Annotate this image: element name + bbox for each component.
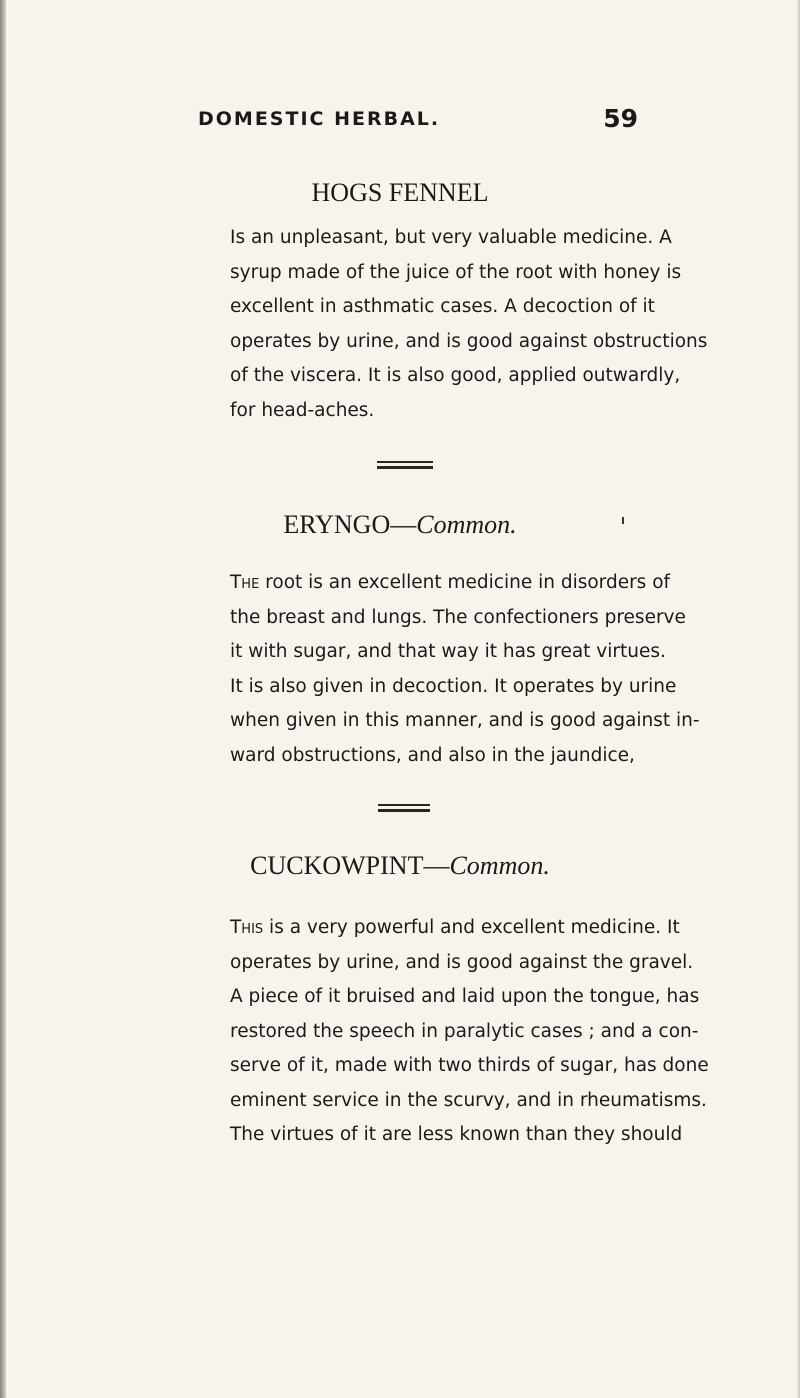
body-line: operates by urine, and is good against the gravel.	[230, 951, 694, 973]
body-line: syrup made of the juice of the root with honey is	[230, 261, 682, 283]
body-line: A piece of it bruised and laid upon the tongue, has	[230, 986, 700, 1007]
heading-text: ERYNGO—	[283, 510, 417, 539]
entry-body-eryngo	[230, 566, 700, 773]
body-line	[230, 911, 680, 946]
body-line: it with sugar, and that way it has great virtues.	[230, 641, 666, 662]
entry-body-cuckowpint	[230, 911, 709, 1153]
body-line: The virtues of it are less known than they should	[230, 1124, 683, 1145]
entry-body-hogs-fennel	[230, 221, 708, 428]
body-line: operates by urine, and is good against obstructions	[230, 330, 708, 352]
body-line: the breast and lungs. The confectioners preserve	[230, 606, 686, 628]
body-line: when given in this manner, and is good against in-	[230, 710, 700, 731]
section-divider-rule	[378, 809, 430, 812]
entry-heading-hogs-fennel	[0, 178, 800, 208]
section-divider-rule	[377, 466, 433, 469]
body-line: serve of it, made with two thirds of sugar, has done	[230, 1055, 709, 1076]
body-line	[230, 566, 671, 601]
body-line-rest: root is an excellent medicine in disorders of	[259, 572, 671, 593]
body-line: It is also given in decoction. It operates by urine	[230, 675, 677, 697]
print-speck	[622, 517, 624, 524]
body-line: restored the speech in paralytic cases ; and a con-	[230, 1020, 699, 1042]
heading-suffix: Common.	[416, 510, 517, 539]
body-line: of the viscera. It is also good, applied outwardly,	[230, 365, 681, 386]
lead-word: This	[230, 917, 264, 938]
heading-suffix: Common.	[449, 851, 550, 880]
body-line: eminent service in the scurvy, and in rheumatisms.	[230, 1089, 707, 1111]
running-head	[198, 104, 638, 136]
body-line: ward obstructions, and also in the jaundice,	[230, 744, 635, 766]
page-edge-right	[796, 0, 800, 1398]
entry-heading-cuckowpint	[0, 851, 800, 881]
body-line-rest: is a very powerful and excellent medicine. It	[263, 917, 680, 938]
body-line: excellent in asthmatic cases. A decoction of it	[230, 296, 655, 317]
page-number: 59	[603, 104, 638, 133]
entry-heading-eryngo	[0, 510, 800, 540]
lead-word: The	[230, 572, 260, 593]
running-title: DOMESTIC HERBAL.	[198, 108, 441, 130]
heading-text: HOGS FENNEL	[311, 178, 489, 207]
heading-text: CUCKOWPINT—	[250, 851, 450, 880]
page-edge-left	[0, 0, 6, 1398]
section-divider-rule	[378, 804, 430, 806]
section-divider-rule	[377, 461, 433, 463]
body-line: for head-aches.	[230, 399, 375, 421]
body-line: Is an unpleasant, but very valuable medicine. A	[230, 227, 672, 248]
